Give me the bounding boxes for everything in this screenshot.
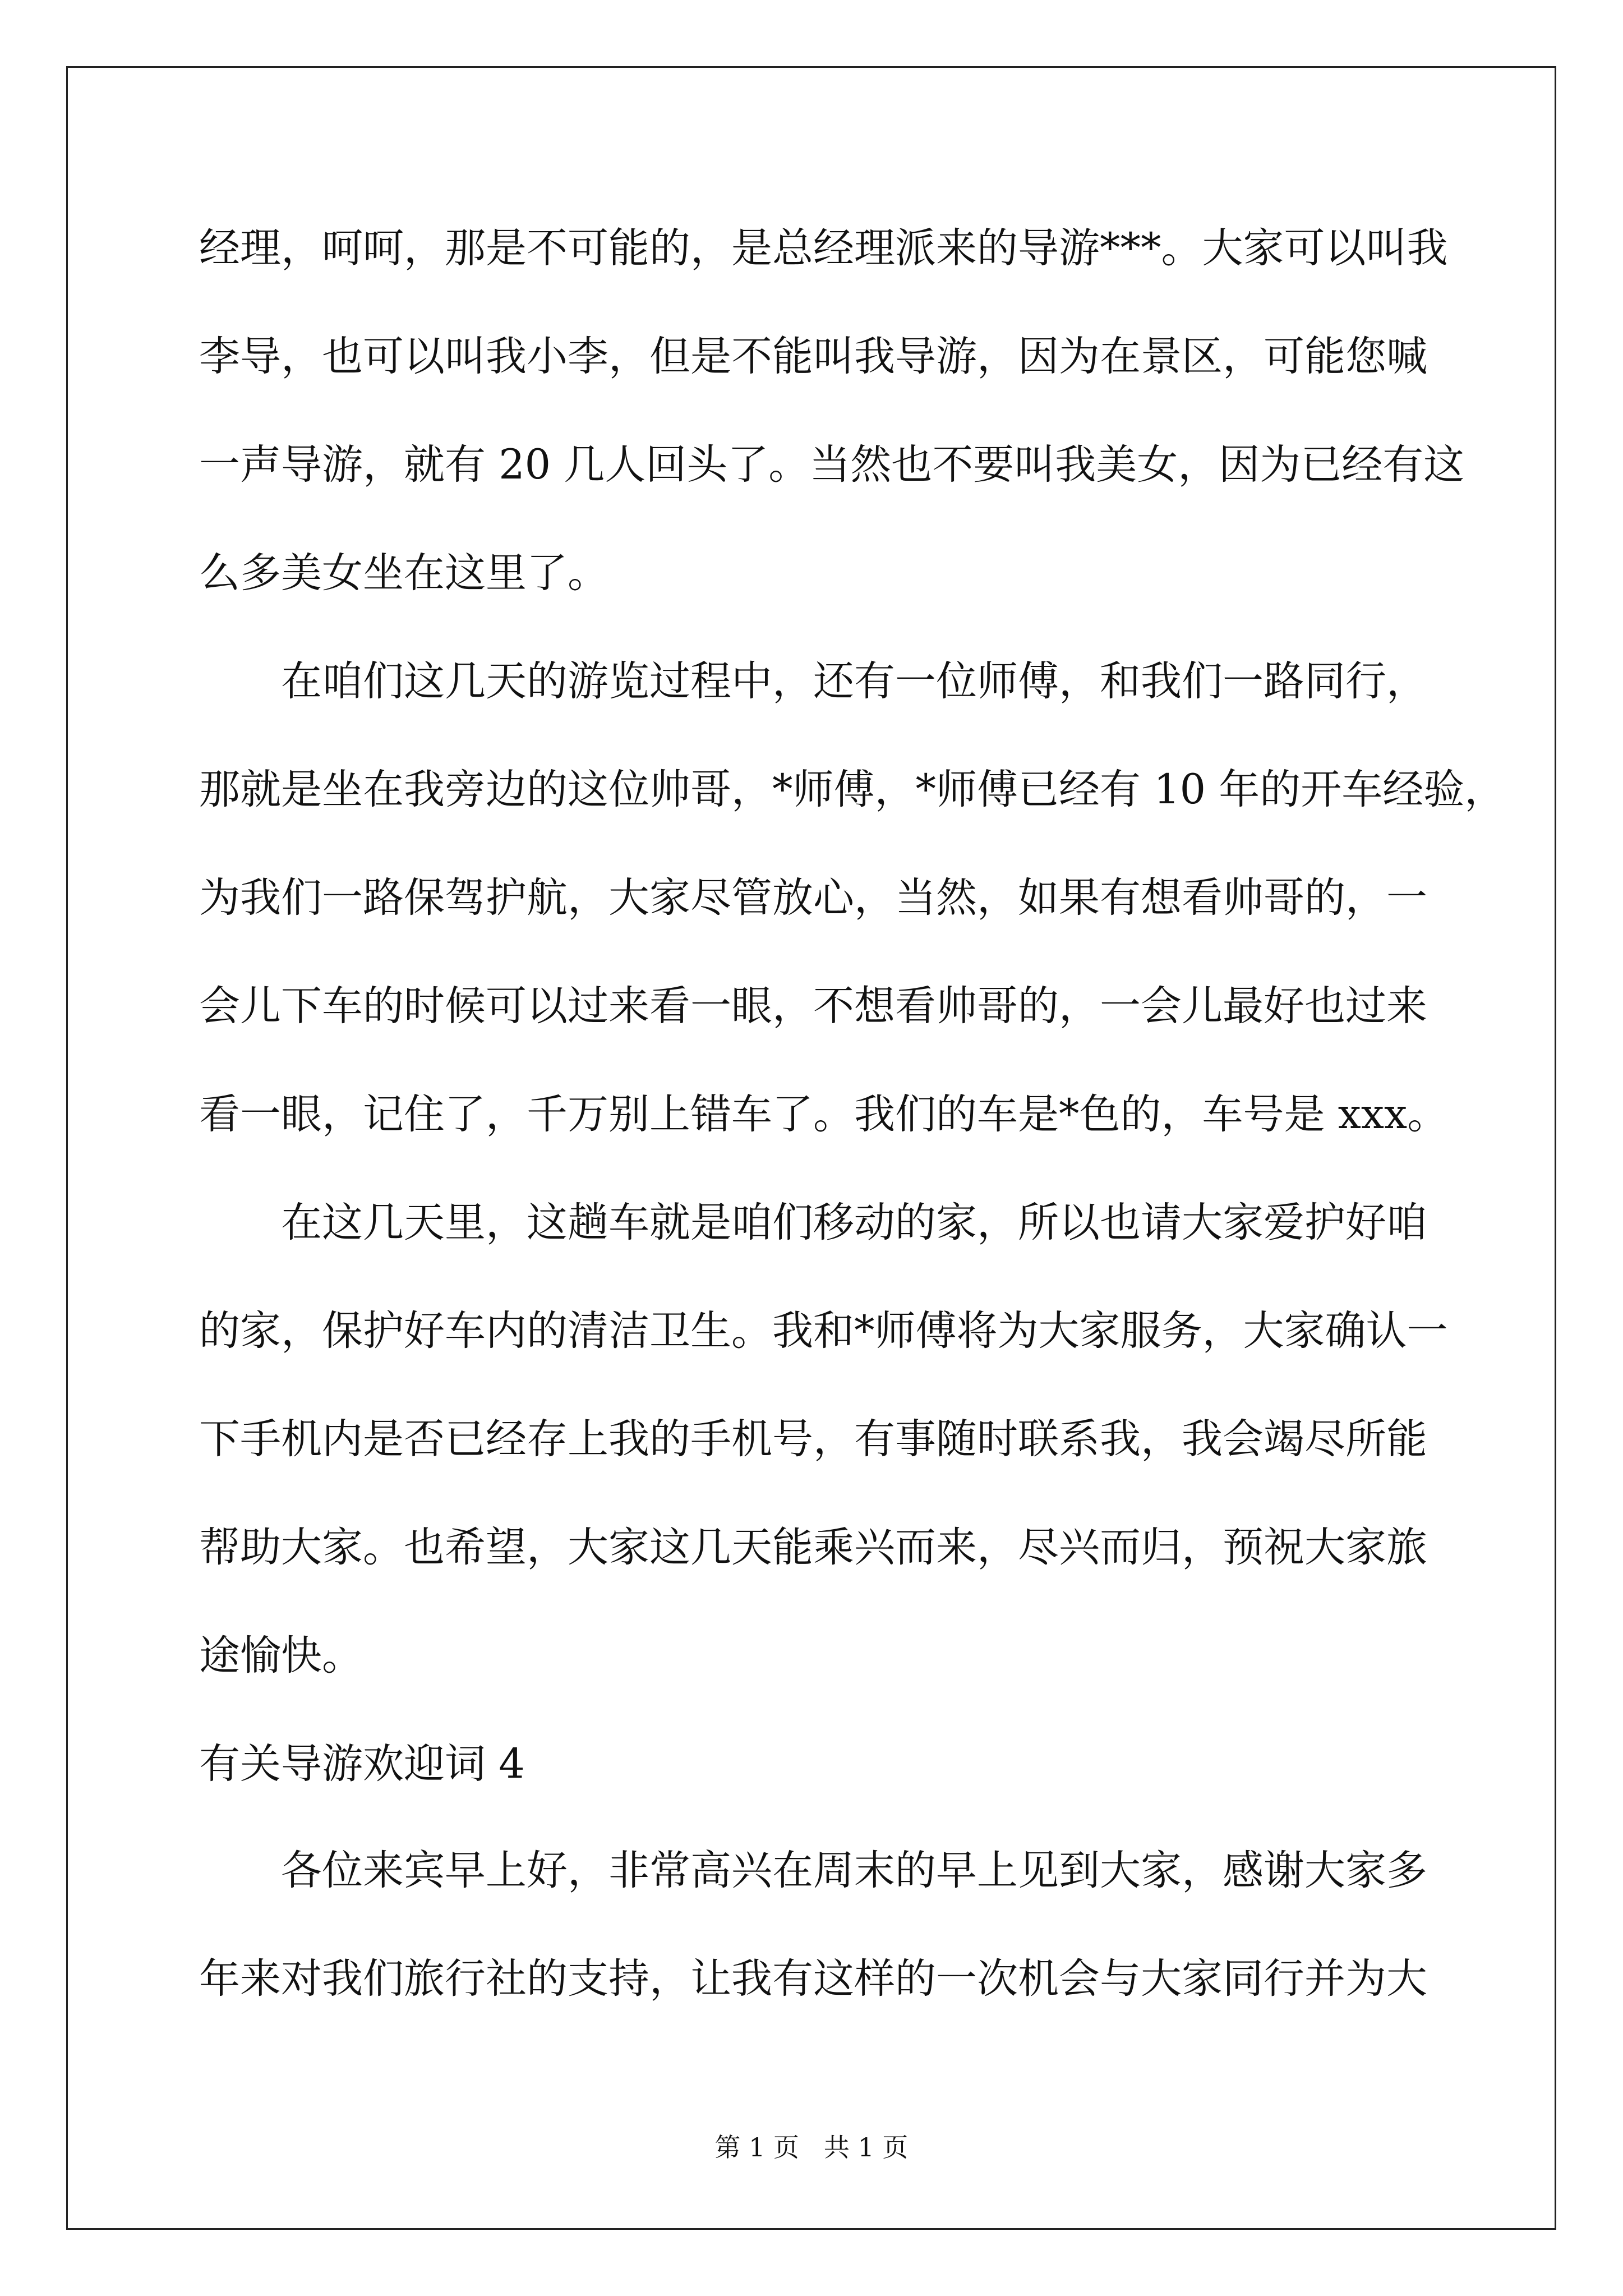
text-line: 看一眼，记住了，千万别上错车了。我们的车是*色的，车号是 xxx。 bbox=[199, 1091, 1449, 1138]
text-line: 帮助大家。也希望，大家这几天能乘兴而来，尽兴而归，预祝大家旅 bbox=[199, 1524, 1427, 1571]
text-line: 途愉快。 bbox=[199, 1632, 363, 1680]
text-line: 在咱们这几天的游览过程中，还有一位师傅，和我们一路同行， bbox=[281, 657, 1427, 705]
text-line: 那就是坐在我旁边的这位帅哥，*师傅，*师傅已经有 10 年的开车经验， bbox=[199, 766, 1506, 813]
page-number-footer: 第 1 页 共 1 页 bbox=[714, 2132, 909, 2162]
text-line: 一声导游，就有 20 几人回头了。当然也不要叫我美女，因为已经有这 bbox=[199, 441, 1465, 489]
text-line: 会儿下车的时候可以过来看一眼，不想看帅哥的，一会儿最好也过来 bbox=[199, 982, 1427, 1030]
text-line: 为我们一路保驾护航，大家尽管放心，当然，如果有想看帅哥的，一 bbox=[199, 874, 1427, 922]
text-line: 各位来宾早上好，非常高兴在周末的早上见到大家，感谢大家多 bbox=[281, 1847, 1427, 1894]
text-line: 经理，呵呵，那是不可能的，是总经理派来的导游***。大家可以叫我 bbox=[199, 224, 1448, 272]
text-line: 在这几天里，这趟车就是咱们移动的家，所以也请大家爱护好咱 bbox=[281, 1199, 1427, 1246]
text-line: 的家，保护好车内的清洁卫生。我和*师傅将为大家服务，大家确认一 bbox=[199, 1307, 1448, 1355]
text-line: 么多美女坐在这里了。 bbox=[199, 549, 608, 597]
section-heading: 有关导游欢迎词 4 bbox=[199, 1740, 525, 1788]
text-line: 下手机内是否已经存上我的手机号，有事随时联系我，我会竭尽所能 bbox=[199, 1415, 1427, 1463]
text-line: 年来对我们旅行社的支持，让我有这样的一次机会与大家同行并为大 bbox=[199, 1955, 1427, 2003]
text-line: 李导，也可以叫我小李，但是不能叫我导游，因为在景区，可能您喊 bbox=[199, 333, 1427, 380]
document-body bbox=[199, 222, 1506, 2060]
